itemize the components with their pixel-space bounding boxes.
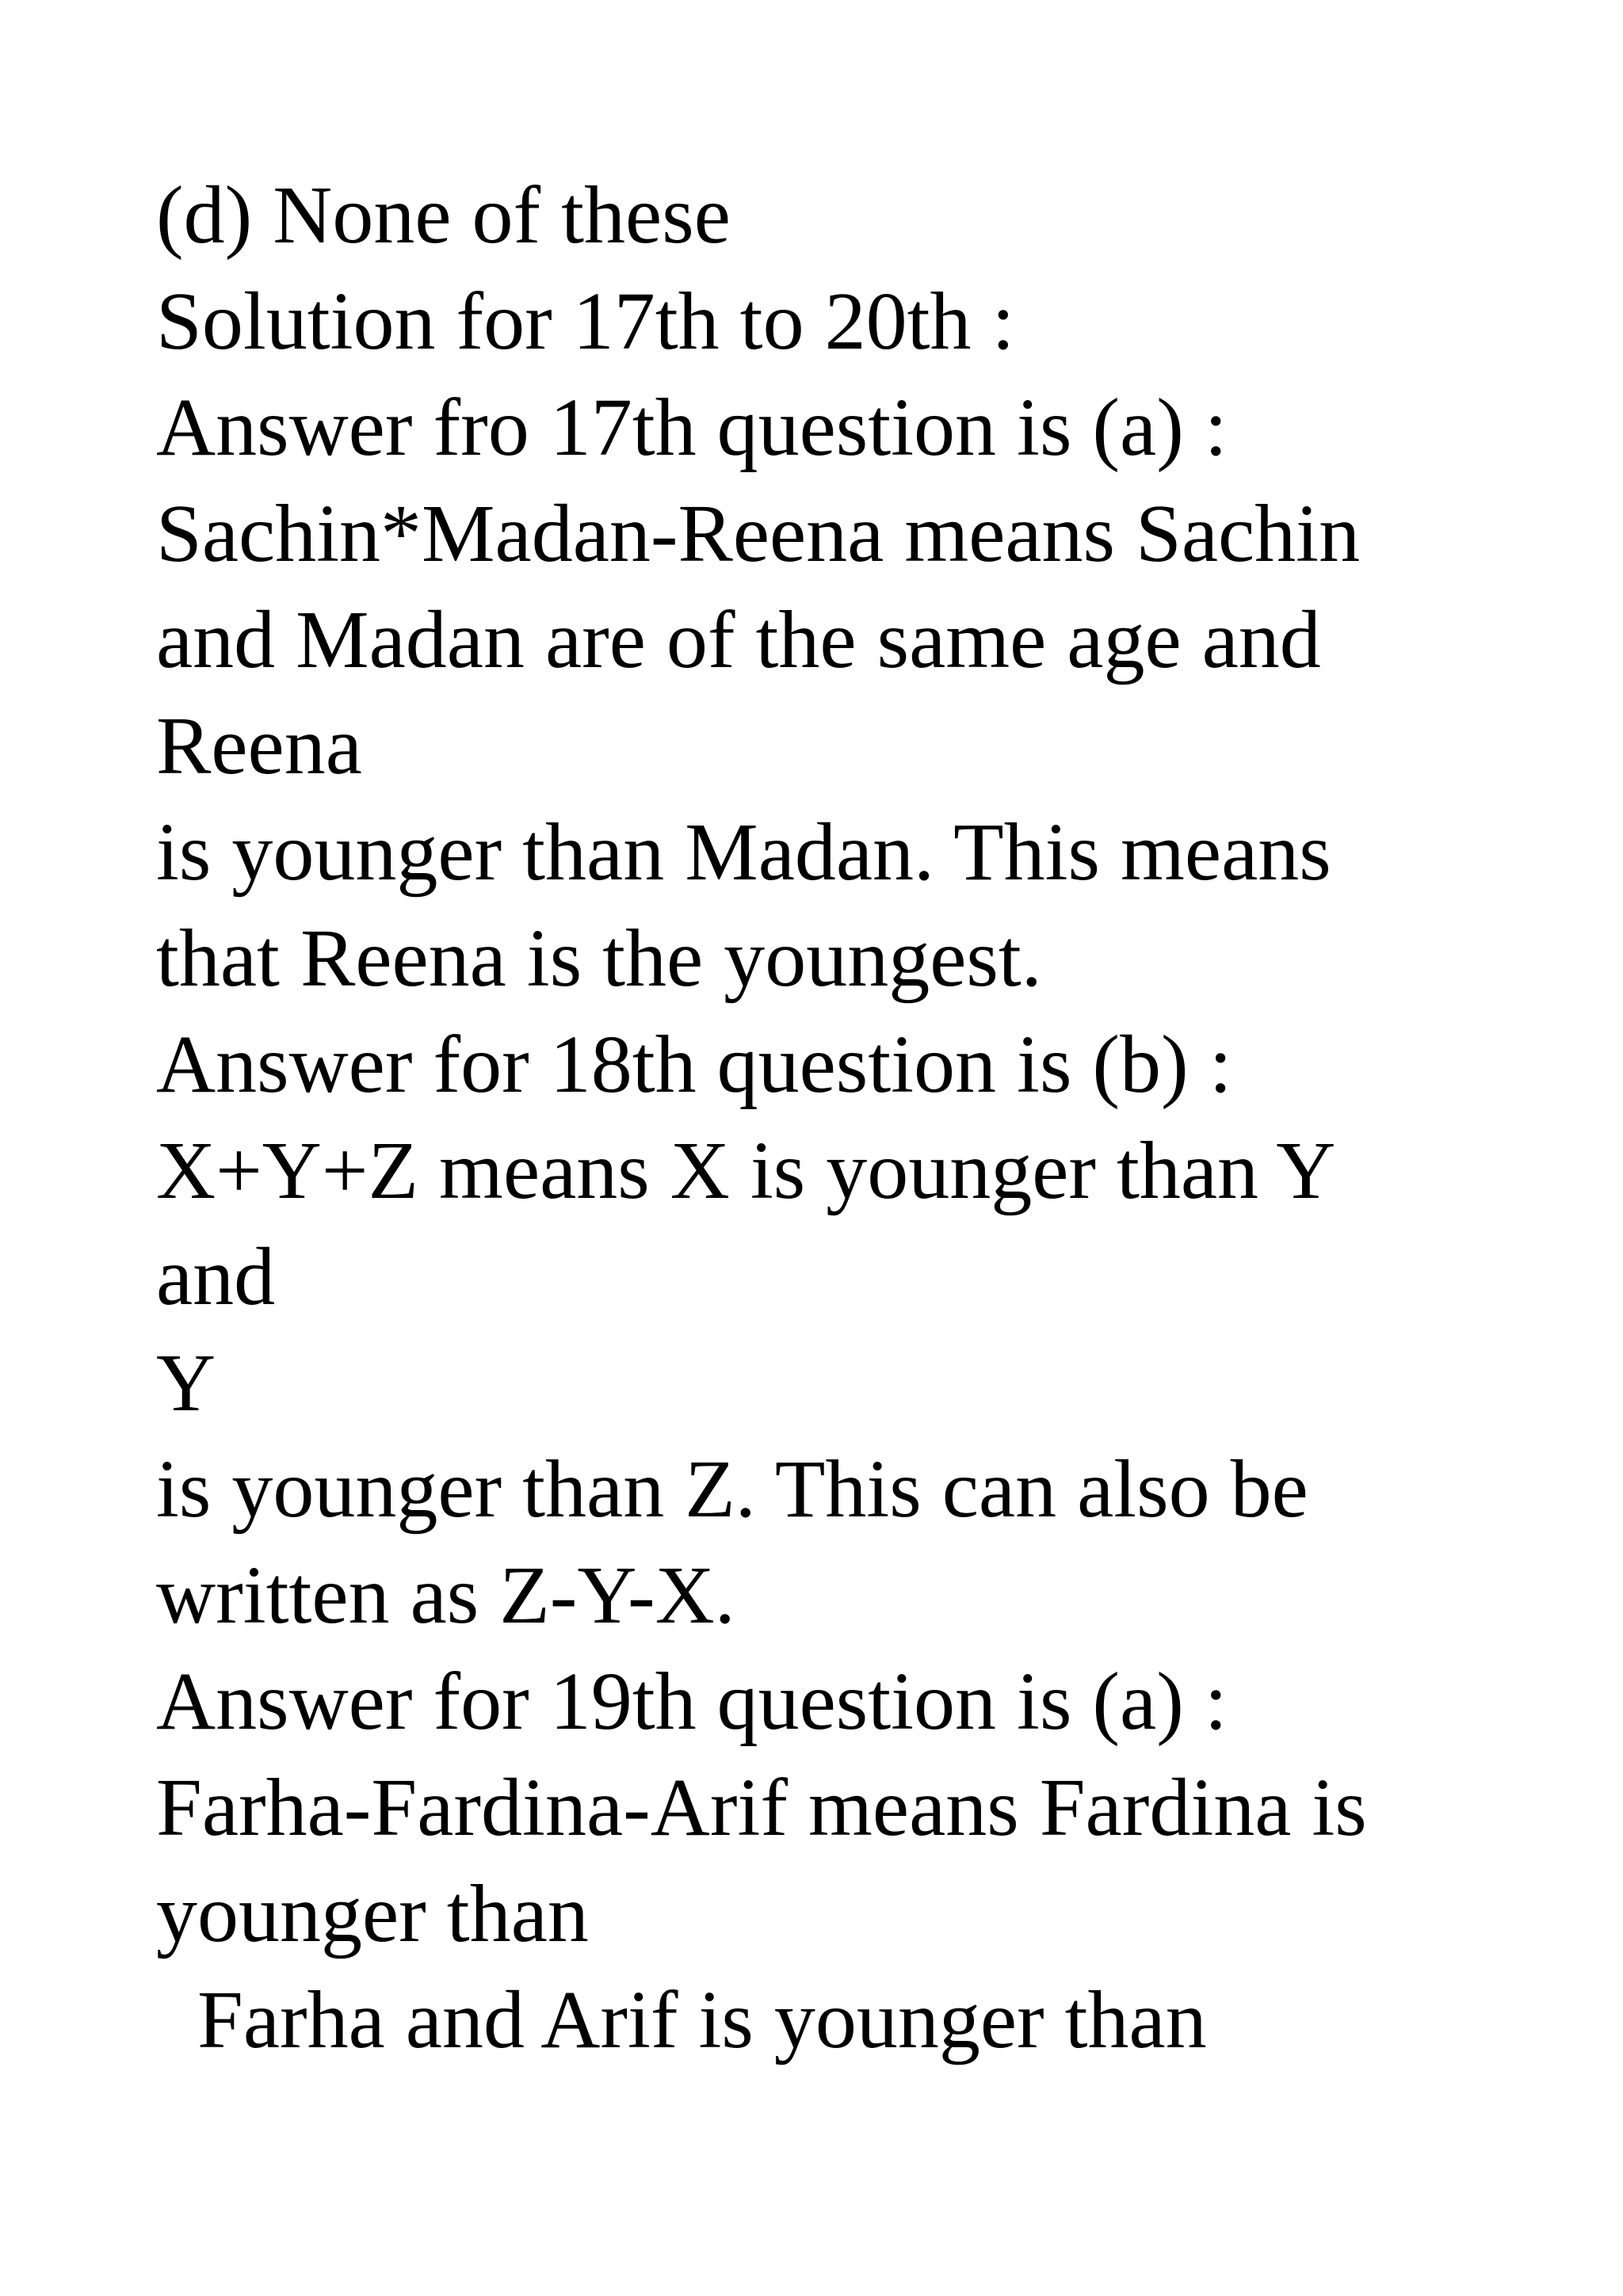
solution-heading: Solution for 17th to 20th : (156, 276, 1015, 367)
answer-18-text-line: X+Y+Z means X is younger than Y (156, 1125, 1336, 1216)
answer-17-text-line: that Reena is the youngest. (156, 913, 1042, 1004)
answer-17-text-line: Sachin*Madan-Reena means Sachin (156, 488, 1361, 579)
option-d-line: (d) None of these (156, 170, 731, 261)
answer-18-heading: Answer for 18th question is (b) : (156, 1019, 1232, 1110)
answer-19-text-line: younger than (156, 1868, 589, 1959)
answer-19-heading: Answer for 19th question is (a) : (156, 1656, 1228, 1747)
answer-18-text-line: written as Z-Y-X. (156, 1550, 735, 1641)
answer-18-text-line: Y (156, 1337, 216, 1428)
answer-17-text-line: and Madan are of the same age and (156, 594, 1321, 685)
answer-18-text-line: and (156, 1231, 276, 1322)
answer-17-heading: Answer fro 17th question is (a) : (156, 382, 1228, 473)
answer-17-text-line: is younger than Madan. This means (156, 807, 1331, 898)
document-text (156, 162, 1503, 2073)
answer-19-text-line: Farha-Fardina-Arif means Fardina is (156, 1762, 1367, 1853)
answer-18-text-line: is younger than Z. This can also be (156, 1444, 1308, 1535)
answer-17-text-line: Reena (156, 700, 362, 791)
answer-19-text-line: Farha and Arif is younger than (197, 1974, 1207, 2065)
